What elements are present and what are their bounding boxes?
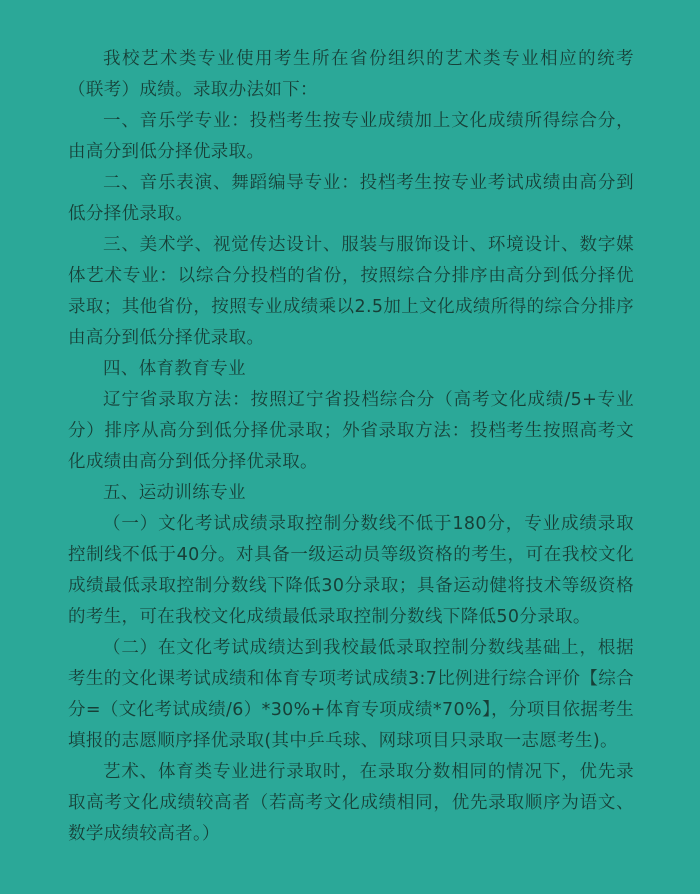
physical-education-rule: 辽宁省录取方法：按照辽宁省投档综合分（高考文化成绩/5+专业分）排序从高分到低分择优录取；外省录取方法：投档考生按照高考文化成绩由高分到低分择优录取。 — [68, 390, 634, 472]
fine-arts-design-rule: 三、美术学、视觉传达设计、服装与服饰设计、环境设计、数字媒体艺术专业：以综合分投档的省份，按照综合分排序由高分到低分择优录取；其他省份，按照专业成绩乘以2.5加上文化成绩所得的综合分排序由高分到低分择优录取。 — [68, 235, 634, 348]
music-performance-dance-rule: 二、音乐表演、舞蹈编导专业：投档考生按专业考试成绩由高分到低分择优录取。 — [68, 173, 634, 224]
sports-training-heading: 五、运动训练专业 — [103, 483, 246, 503]
sports-training-rule-two: （二）在文化考试成绩达到我校最低录取控制分数线基础上，根据考生的文化课考试成绩和体育专项考试成绩3:7比例进行综合评价【综合分=（文化考试成绩/6）*30%+体育专项成绩*70%】，分项目依据考生填报的志愿顺序择优录取(其中乒乓球、网球项目只录取一志愿考生)。 — [68, 638, 634, 751]
sports-training-rule-one: （一）文化考试成绩录取控制分数线不低于180分，专业成绩录取控制线不低于40分。对具备一级运动员等级资格的考生，可在我校文化成绩最低录取控制分数线下降低30分录取；具备运动健将技术等级资格的考生，可在我校文化成绩最低录取控制分数线下降低50分录取。 — [68, 514, 634, 627]
tie-break-rule: 艺术、体育类专业进行录取时，在录取分数相同的情况下，优先录取高考文化成绩较高者（若高考文化成绩相同，优先录取顺序为语文、数学成绩较高者。） — [68, 762, 634, 844]
intro-paragraph: 我校艺术类专业使用考生所在省份组织的艺术类专业相应的统考（联考）成绩。录取办法如下： — [68, 49, 634, 100]
music-studies-rule: 一、音乐学专业：投档考生按专业成绩加上文化成绩所得综合分，由高分到低分择优录取。 — [68, 111, 634, 162]
physical-education-heading: 四、体育教育专业 — [103, 359, 246, 379]
